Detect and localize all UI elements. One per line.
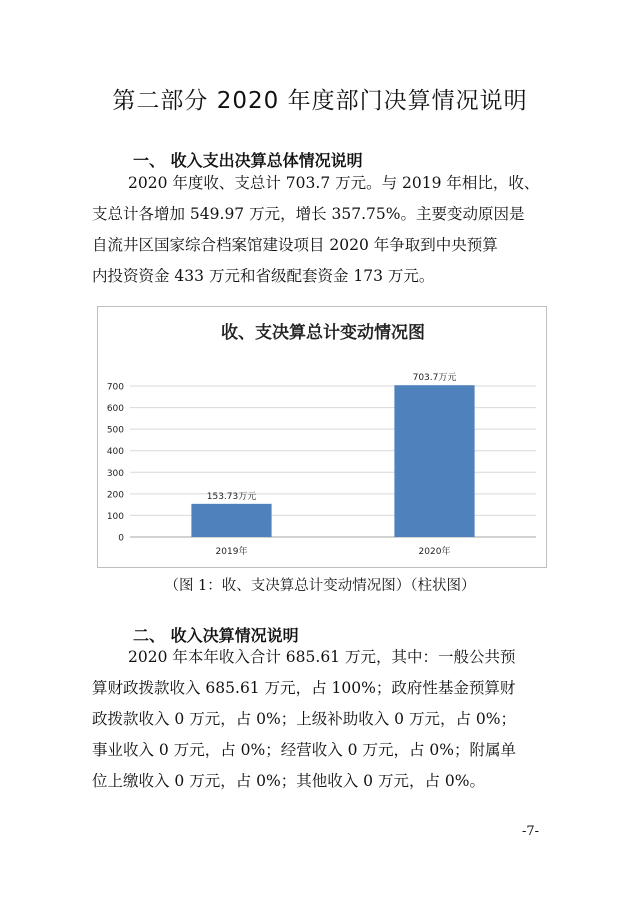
paragraph-line: 位上缴收入 0 万元，占 0%；其他收入 0 万元，占 0%。	[92, 772, 485, 790]
section-heading-2: 二、 收入决算情况说明	[133, 626, 299, 645]
chart-gridlines	[130, 386, 536, 537]
page-title: 第二部分 2020 年度部门决算情况说明	[112, 88, 528, 114]
chart-bar	[394, 385, 474, 537]
section-heading-1: 一、 收入支出决算总体情况说明	[133, 151, 363, 170]
x-tick-label: 2020年	[418, 547, 451, 557]
page-number: -7-	[522, 824, 540, 839]
y-tick-label: 500	[106, 425, 124, 436]
chart-bars	[191, 372, 474, 537]
y-tick-label: 400	[106, 447, 124, 458]
bar-chart	[97, 306, 547, 568]
paragraph-line: 事业收入 0 万元，占 0%；经营收入 0 万元，占 0%；附属单	[92, 741, 516, 759]
data-label: 703.7万元	[412, 373, 457, 384]
y-tick-label: 300	[106, 468, 124, 479]
y-tick-label: 100	[106, 511, 124, 522]
paragraph-line: 自流井区国家综合档案馆建设项目 2020 年争取到中央预算	[92, 236, 498, 254]
data-label: 153.73万元	[206, 491, 257, 502]
y-axis-ticks	[107, 383, 124, 544]
chart-bar	[191, 504, 271, 537]
paragraph-line: 2020 年本年收入合计 685.61 万元，其中：一般公共预	[128, 648, 516, 666]
chart-title: 收、支决算总计变动情况图	[221, 323, 425, 343]
y-tick-label: 700	[106, 382, 124, 393]
section-2-paragraph	[92, 642, 546, 797]
x-axis-ticks	[216, 545, 451, 557]
paragraph-line: 2020 年度收、支总计 703.7 万元。与 2019 年相比，收、	[128, 174, 540, 192]
section-1-paragraph	[92, 168, 546, 292]
paragraph-line: 算财政拨款收入 685.61 万元，占 100%；政府性基金预算财	[92, 679, 516, 697]
y-tick-label: 200	[106, 490, 124, 501]
paragraph-line: 内投资资金 433 万元和省级配套资金 173 万元。	[92, 267, 435, 285]
x-tick-label: 2019年	[215, 547, 248, 557]
chart-canvas	[98, 307, 548, 569]
paragraph-line: 支总计各增加 549.97 万元，增长 357.75%。主要变动原因是	[92, 205, 525, 223]
y-tick-label: 0	[118, 533, 124, 544]
figure-caption: （图 1：收、支决算总计变动情况图）（柱状图）	[164, 578, 476, 594]
y-tick-label: 600	[106, 404, 124, 415]
paragraph-line: 政拨款收入 0 万元，占 0%；上级补助收入 0 万元，占 0%；	[92, 710, 516, 728]
